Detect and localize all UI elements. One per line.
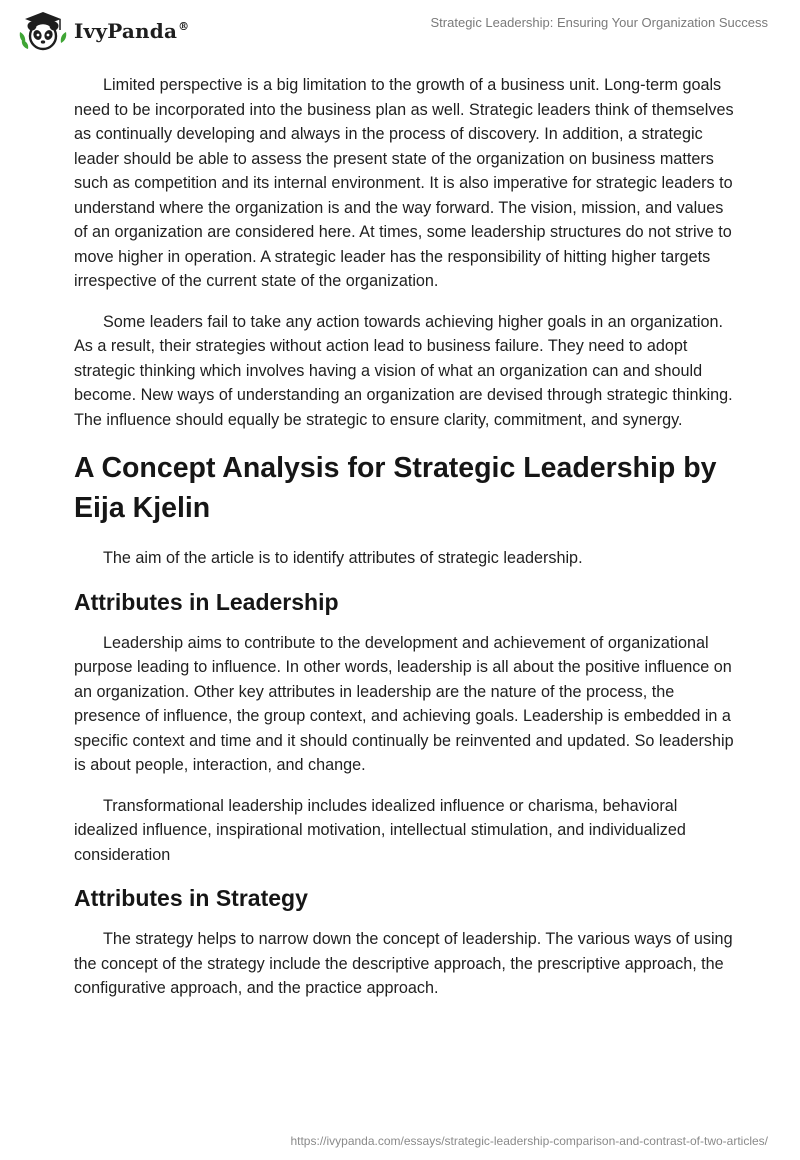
paragraph: Leadership aims to contribute to the development and achievement of organizational purpose leading to influence. In other words, leadership is all about the positive influence on an organization. Other key attributes in leadership are the nature of the process, the presence of influence, the group context, and achieving goals. Leadership is embedded in a specific context and time and it should continually be reinvented and updated. So leadership is about people, interaction, and change. (74, 633, 734, 774)
paragraph: Transformational leadership includes idealized influence or charisma, behavioral idealized influence, inspirational motivation, intellectual stimulation, and individualized consideration (74, 796, 686, 864)
page-header (0, 0, 800, 62)
paragraph: Some leaders fail to take any action towards achieving higher goals in an organization. As a result, their strategies without action lead to business failure. They need to adopt strategic thinking which involves having a vision of what an organization can and should become. New ways of understanding an organization are devised through strategic thinking. The influence should equally be strategic to ensure clarity, commitment, and synergy. (74, 312, 733, 429)
paragraph: The strategy helps to narrow down the concept of leadership. The various ways of using the concept of the strategy include the descriptive approach, the prescriptive approach, the configurative approach, and the practice approach. (74, 930, 733, 997)
logo-wordmark: IvyPanda® (74, 19, 190, 43)
paragraph: The aim of the article is to identify attributes of strategic leadership. (103, 549, 583, 567)
section-heading: A Concept Analysis for Strategic Leadership by Eija Kjelin (74, 452, 717, 524)
subsection-heading: Attributes in Leadership (74, 588, 339, 615)
subsection-heading: Attributes in Strategy (74, 885, 308, 911)
essay-content (74, 73, 734, 1017)
paragraph: Limited perspective is a big limitation to the growth of a business unit. Long-term goals need to be incorporated into the business plan as well. Strategic leaders think of themselves as continually developing and always in the process of discovery. In addition, a strategic leader should be able to assess the present state of the organization on business matters such as competition and its internal environment. It is also imperative for strategic leaders to understand where the organization is and the way forward. The vision, mission, and values of an organization are considered here. At times, some leadership structures do not strive to move higher in operation. A strategic leader has the responsibility of hitting higher targets irrespective of the current state of the organization. (74, 76, 734, 290)
source-url[interactable]: https://ivypanda.com/essays/strategic-leadership-comparison-and-contrast-of-two-articles/ (290, 1134, 768, 1148)
ivypanda-logo[interactable] (16, 10, 189, 52)
panda-logo-icon (16, 10, 70, 52)
document-title: Strategic Leadership: Ensuring Your Organization Success (430, 15, 768, 30)
